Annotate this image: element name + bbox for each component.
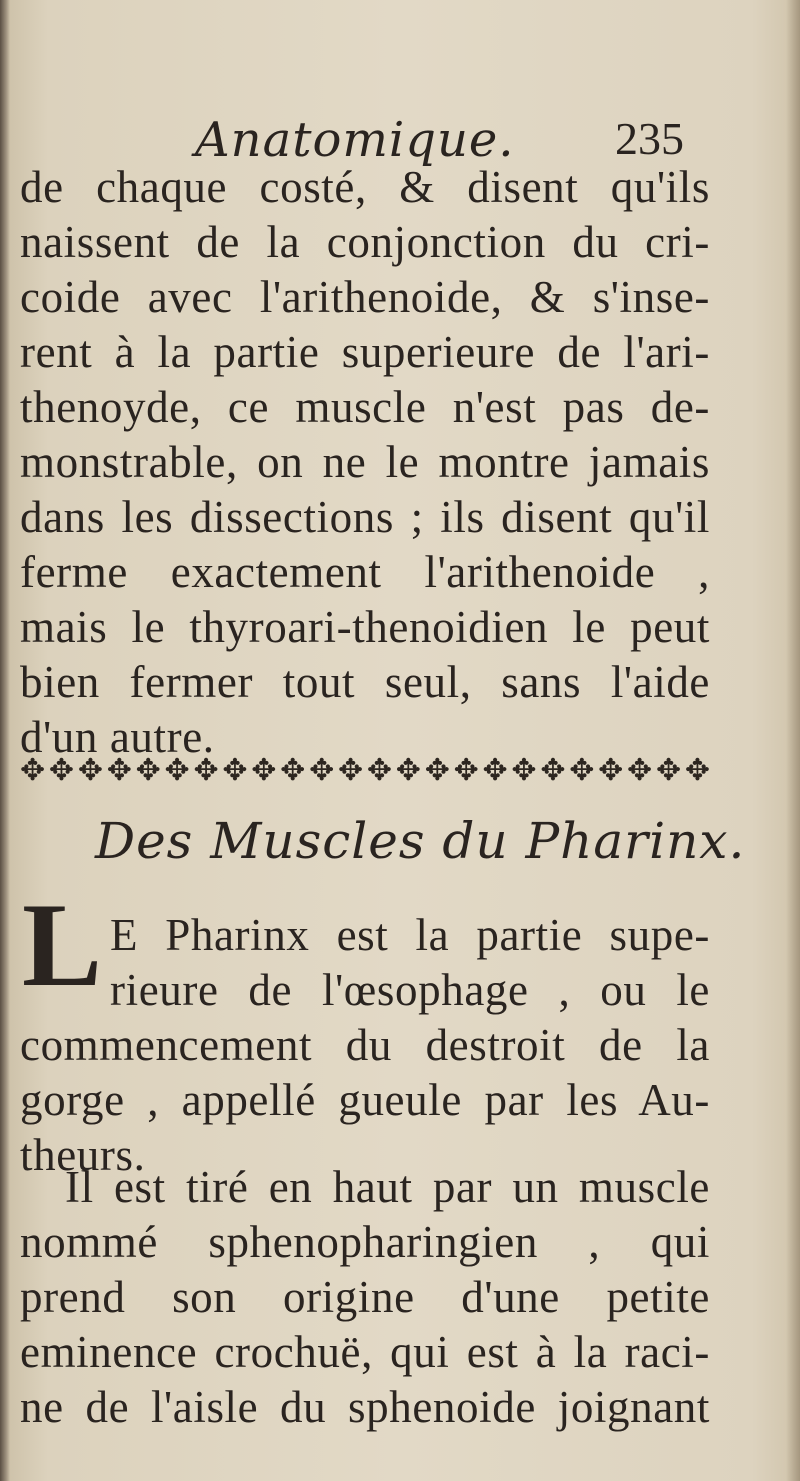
text-line: monstrable, on ne le montre jamais [20, 437, 710, 487]
fleuron-icon: ✥ [453, 753, 479, 788]
text-line: theurs. [20, 1130, 146, 1180]
decorative-ornament-band [20, 752, 710, 790]
fleuron-icon: ✥ [598, 753, 624, 788]
running-title: Anatomique. [195, 112, 515, 168]
fleuron-icon: ✥ [569, 753, 595, 788]
text-line: bien fermer tout seul, sans l'aide [20, 657, 710, 707]
fleuron-icon: ✥ [511, 753, 537, 788]
fleuron-icon: ✥ [135, 753, 161, 788]
fleuron-icon: ✥ [684, 753, 710, 788]
text-line: de chaque costé, & disent qu'ils [20, 162, 710, 212]
fleuron-icon: ✥ [77, 753, 103, 788]
text-line: ne de l'aisle du sphenoide joignant [20, 1382, 710, 1432]
text-line: prend son origine d'une petite [20, 1272, 710, 1322]
text-line: rieure de l'œsophage , ou le [110, 965, 710, 1015]
text-line: dans les dissections ; ils disent qu'il [20, 492, 710, 542]
fleuron-icon: ✥ [48, 753, 75, 788]
page-number: 235 [615, 113, 684, 164]
fleuron-icon: ✥ [164, 753, 190, 788]
page-binding-edge [0, 0, 10, 1481]
text-line: gorge , appellé gueule par les Au- [20, 1075, 710, 1125]
paragraph-sphenopharingien [20, 1160, 710, 1435]
fleuron-icon: ✥ [540, 753, 566, 788]
text-line: E Pharinx est la partie supe- [110, 910, 710, 960]
fleuron-icon: ✥ [222, 753, 248, 788]
fleuron-icon: ✥ [20, 753, 46, 788]
text-line: ferme exactement l'arithenoide , [20, 547, 710, 597]
fleuron-icon: ✥ [655, 753, 682, 788]
fleuron-icon: ✥ [482, 753, 508, 788]
fleuron-icon: ✥ [309, 753, 335, 788]
fleuron-icon: ✥ [106, 753, 132, 788]
text-line: eminence crochuë, qui est à la raci- [20, 1327, 710, 1377]
fleuron-icon: ✥ [337, 753, 364, 788]
fleuron-icon: ✥ [627, 753, 653, 788]
text-line: thenoyde, ce muscle n'est pas de- [20, 382, 710, 432]
paragraph-continued [20, 160, 710, 765]
paragraph-pharinx-intro [20, 908, 710, 1183]
text-line: d'un autre. [20, 712, 215, 762]
fleuron-icon: ✥ [395, 753, 421, 788]
text-line: commencement du destroit de la [20, 1020, 710, 1070]
fleuron-icon: ✥ [280, 753, 306, 788]
page-outer-edge [786, 0, 800, 1481]
drop-cap-letter: L [22, 878, 103, 1011]
fleuron-icon: ✥ [193, 753, 219, 788]
text-line: nommé sphenopharingien , qui [20, 1217, 710, 1267]
text-line: coide avec l'arithenoide, & s'inse- [20, 272, 710, 322]
text-line: Il est tiré en haut par un muscle [65, 1162, 710, 1212]
text-line: mais le thyroari-thenoidien le peut [20, 602, 710, 652]
section-title: Des Muscles du Pharinx. [95, 812, 746, 870]
text-line: rent à la partie superieure de l'ari- [20, 327, 710, 377]
fleuron-icon: ✥ [251, 753, 277, 788]
fleuron-icon: ✥ [366, 753, 393, 788]
text-line: naissent de la conjonction du cri- [20, 217, 710, 267]
fleuron-icon: ✥ [424, 753, 450, 788]
